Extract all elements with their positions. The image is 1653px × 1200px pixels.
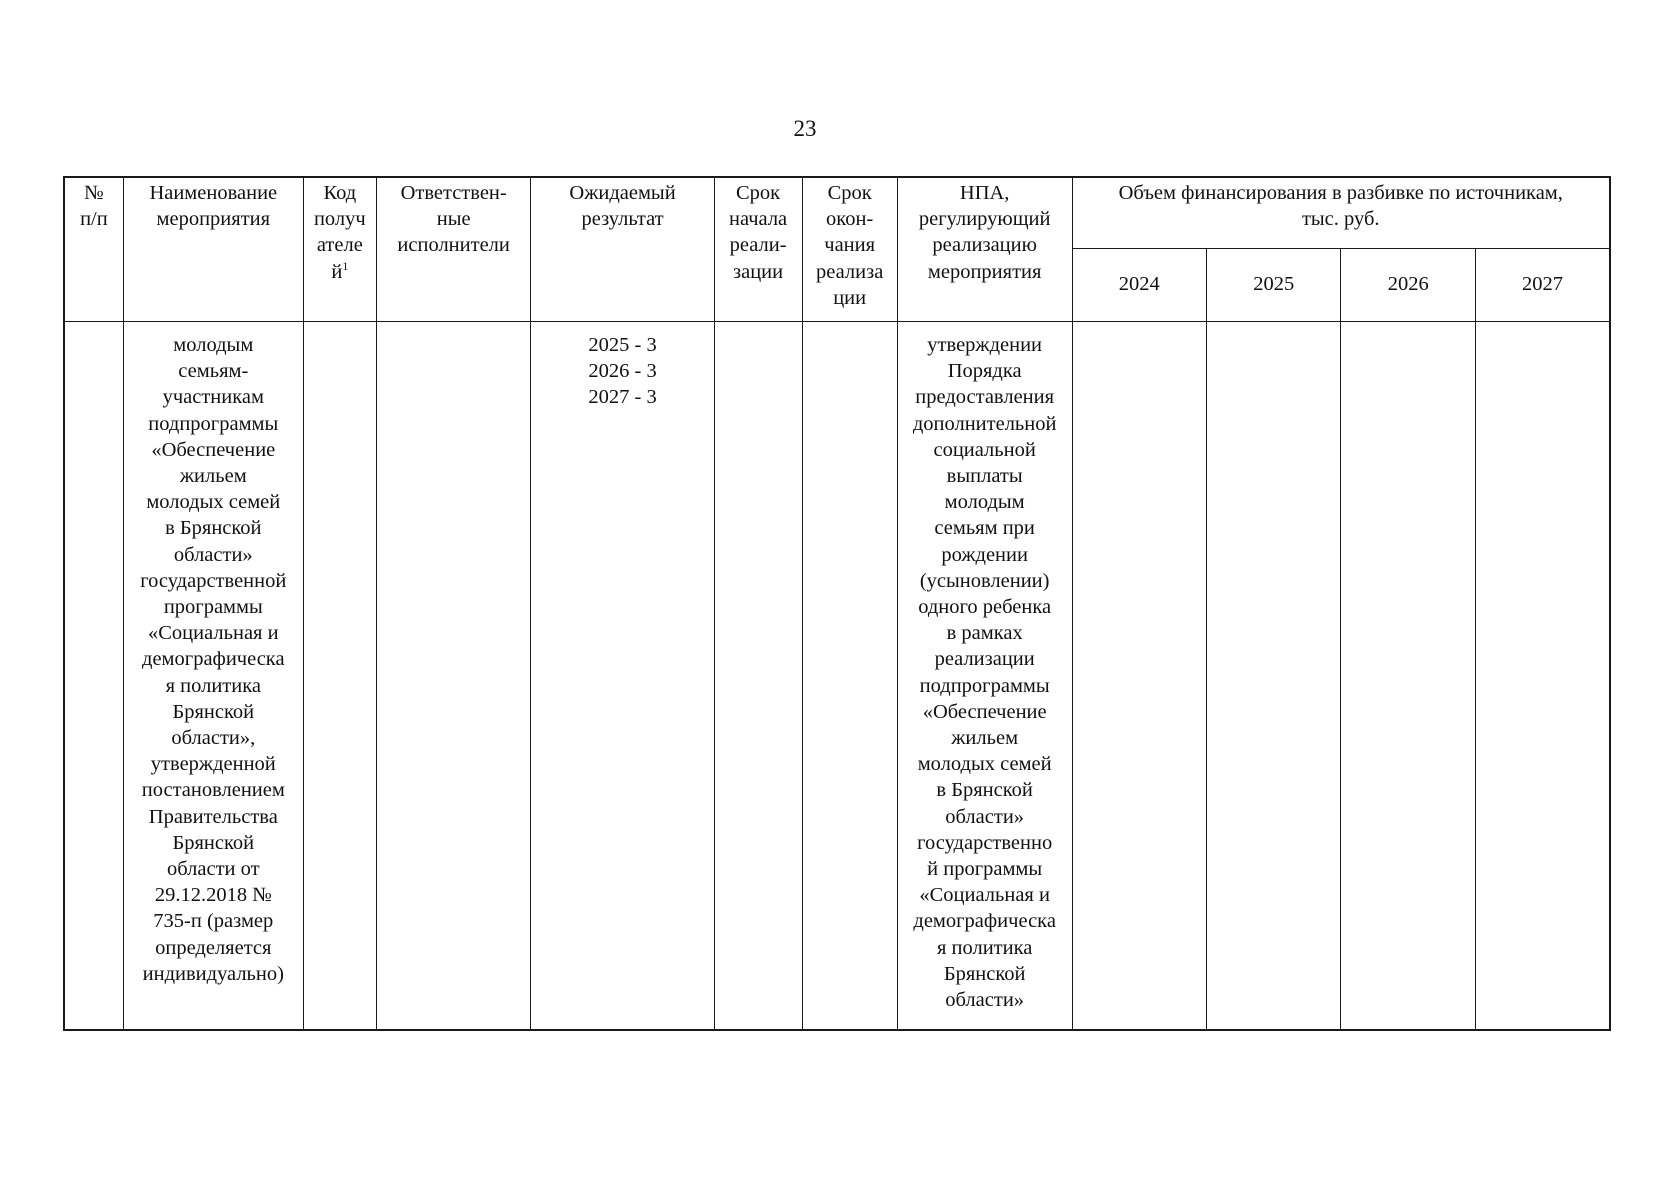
cell-text-line: чания: [824, 234, 876, 257]
cell-text-line: 735-п (размер: [153, 910, 274, 933]
header-end: [802, 177, 897, 322]
cell-responsible: [376, 322, 531, 1031]
cell-text-line: 29.12.2018 №: [154, 884, 272, 907]
header-funding: [1072, 177, 1610, 249]
cell-text-line: молодых семей: [917, 753, 1052, 776]
cell-text-line: демографическа: [142, 648, 285, 671]
cell-text-line: й программы: [927, 858, 1043, 881]
cell-text-line: Ожидаемый: [569, 182, 676, 204]
cell-text-line: в рамках: [946, 622, 1023, 645]
cell-text-line: ные: [436, 208, 471, 231]
cell-text-line: области от: [167, 858, 260, 881]
cell-text-line: индивидуально): [142, 962, 284, 985]
cell-text-line: реализацию: [932, 234, 1037, 257]
header-year: 2025: [1206, 249, 1340, 322]
cell-text-line: Брянской: [172, 700, 255, 723]
cell-text-line: Срок: [736, 182, 781, 204]
cell-text-line: молодых семей: [146, 491, 281, 514]
cell-text-line: Ответствен-: [400, 182, 507, 204]
header-row: [64, 177, 1610, 249]
cell-text-line: утверждении: [927, 334, 1043, 356]
cell-text-line: области»: [945, 989, 1025, 1012]
cell-text-line: ции: [833, 286, 867, 309]
cell-text-line: в Брянской: [165, 517, 262, 540]
header-year: 2024: [1072, 249, 1206, 322]
cell-text-line: реализа: [816, 260, 884, 283]
cell-text-line: Наименование: [149, 182, 278, 204]
cell-text-line: мероприятия: [927, 260, 1042, 283]
cell-text-line: государственно: [917, 831, 1053, 854]
cell-text-line: утвержденной: [150, 753, 276, 776]
cell-text-line: зации: [733, 260, 784, 283]
cell-text-line: области»: [945, 805, 1025, 828]
cell-end: [802, 322, 897, 1031]
cell-text-line: в Брянской: [936, 779, 1033, 802]
cell-text-line: результат: [581, 208, 664, 231]
cell-text-line: определяется: [155, 936, 272, 959]
cell-text-line: 2026 - 3: [588, 360, 657, 383]
header-name: [123, 177, 303, 322]
header-year: 2026: [1341, 249, 1475, 322]
cell-text-line: получ: [313, 208, 366, 231]
cell-text-line: НПА,: [959, 182, 1010, 204]
cell-text-line: Порядка: [947, 360, 1022, 383]
cell-text-line: ателе: [316, 234, 363, 257]
cell-text-line: мероприятия: [156, 208, 271, 231]
cell-text-line: я политика: [165, 674, 261, 697]
cell-num: [64, 322, 123, 1031]
cell-funding: [1475, 322, 1610, 1031]
cell-text-line: государственной: [140, 569, 287, 592]
cell-text-line: Код: [323, 182, 357, 204]
header-responsible: [376, 177, 531, 322]
table-row: [64, 322, 1610, 1031]
header-npa: [897, 177, 1072, 322]
cell-text-line: социальной: [933, 438, 1036, 461]
cell-start: [714, 322, 802, 1031]
cell-text-line: окон-: [826, 208, 874, 231]
cell-text-line: 2027 - 3: [588, 386, 657, 409]
header-code: [303, 177, 376, 322]
cell-text-line: Брянской: [943, 962, 1026, 985]
cell-text-line: исполнители: [397, 234, 510, 257]
cell-text-line: №: [84, 182, 104, 204]
cell-text-line: Брянской: [172, 831, 255, 854]
cell-text-line: регулирующий: [918, 208, 1051, 231]
cell-funding: [1072, 322, 1206, 1031]
cell-text-line: предоставления: [915, 386, 1055, 409]
activities-table: [63, 176, 1611, 1031]
cell-text-line: $й^1$: [331, 258, 349, 283]
cell-text-line: семьям-: [178, 360, 249, 383]
cell-text-line: рождении: [941, 543, 1028, 566]
cell-text-line: Правительства: [148, 805, 278, 828]
header-year: 2027: [1475, 249, 1610, 322]
cell-text-line: одного ребенка: [918, 596, 1052, 619]
cell-text-line: тыс. руб.: [1301, 208, 1380, 231]
cell-text-line: подпрограммы: [148, 412, 279, 435]
cell-funding: [1206, 322, 1340, 1031]
cell-text-line: участникам: [162, 386, 264, 409]
footnote-marker: 1: [342, 258, 349, 273]
cell-text-line: п/п: [80, 208, 108, 231]
cell-text-line: «Социальная и: [919, 884, 1050, 907]
cell-text-line: области»: [173, 543, 253, 566]
cell-text-line: «Обеспечение: [922, 700, 1047, 723]
cell-name: [123, 322, 303, 1031]
cell-text-line: реали-: [729, 234, 787, 257]
cell-text-line: программы: [163, 596, 263, 619]
cell-text-line: 2025 - 3: [588, 334, 657, 356]
cell-result: [531, 322, 714, 1031]
cell-text-line: постановлением: [141, 779, 285, 802]
cell-text-line: молодым: [173, 334, 254, 356]
cell-text-line: жильем: [951, 727, 1019, 750]
cell-text-line: дополнительной: [912, 412, 1057, 435]
cell-text-line: молодым: [944, 491, 1025, 514]
cell-text-line: (усыновлении): [919, 569, 1050, 592]
cell-text-line: реализации: [934, 648, 1035, 671]
cell-npa: [897, 322, 1072, 1031]
cell-text-line: подпрограммы: [919, 674, 1050, 697]
header-result: [531, 177, 714, 322]
cell-text-line: выплаты: [946, 465, 1023, 488]
cell-text-line: «Социальная и: [148, 622, 279, 645]
header-start: [714, 177, 802, 322]
cell-text-line: Объем финансирования в разбивке по источникам,: [1118, 182, 1563, 204]
cell-text-line: я политика: [936, 936, 1033, 959]
cell-text-line: области»,: [171, 727, 256, 750]
header-num: [64, 177, 123, 322]
cell-text-line: начала: [728, 208, 788, 231]
cell-code: [303, 322, 376, 1031]
cell-text-line: «Обеспечение: [151, 438, 276, 461]
cell-text-line: жильем: [179, 465, 247, 488]
cell-text-line: семьям при: [934, 517, 1035, 540]
cell-funding: [1341, 322, 1475, 1031]
page-number: 23: [793, 116, 817, 141]
cell-text-line: демографическа: [913, 910, 1056, 933]
cell-text-line: Срок: [827, 182, 872, 204]
